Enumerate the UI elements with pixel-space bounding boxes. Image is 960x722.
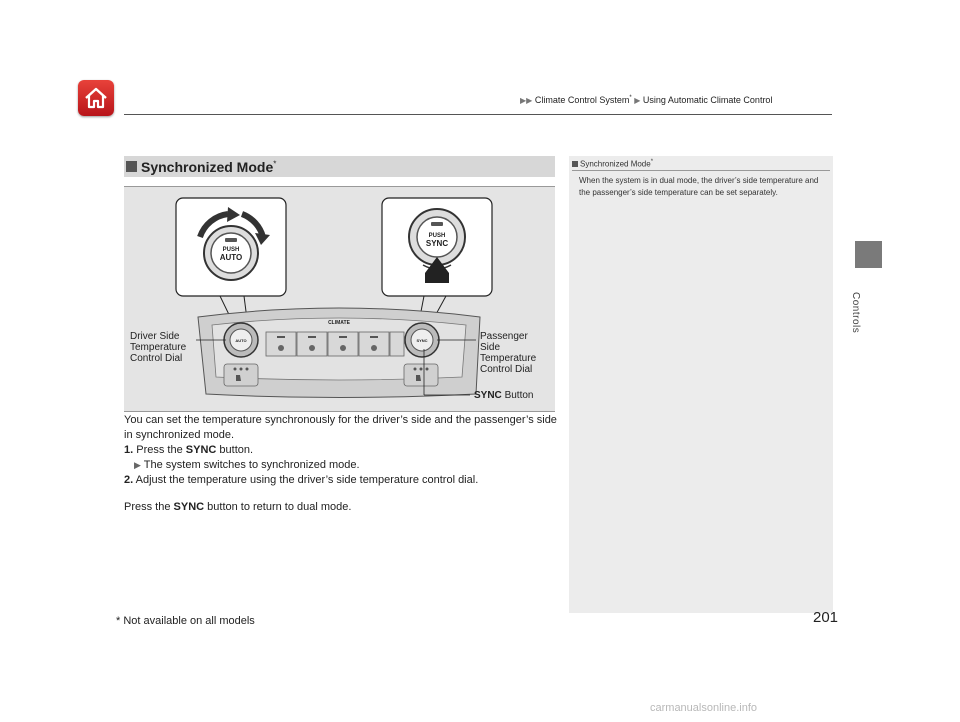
step-1-result-text: The system switches to synchronized mode. (143, 459, 360, 471)
sync-button-callout: SYNC Button (474, 390, 534, 401)
side-tab-label: Controls (850, 292, 861, 334)
note-square-icon (572, 161, 578, 167)
intro-paragraph: You can set the temperature synchronously for the driver’s side and the passenger’s side in synchronized mode. (124, 414, 557, 441)
step-1-post: button. (216, 444, 254, 456)
closing-pre: Press the (124, 501, 174, 513)
side-note-panel (569, 156, 833, 613)
dial-auto-text: AUTO (219, 253, 243, 262)
passenger-dial-callout: Passenger Side Temperature Control Dial (480, 331, 537, 375)
home-button[interactable] (78, 80, 114, 116)
section-square-icon (126, 161, 137, 172)
breadcrumb-link-auto[interactable]: Using Automatic Climate Control (642, 95, 773, 105)
footnote: * Not available on all models (116, 615, 255, 627)
closing-post: button to return to dual mode. (204, 501, 352, 513)
section-title (141, 159, 276, 175)
climate-control-illustration (124, 186, 555, 412)
breadcrumb-link-climate[interactable]: Climate Control System (534, 95, 630, 105)
climate-panel (198, 308, 480, 398)
note-title (572, 159, 653, 169)
climate-panel-drawing (124, 187, 555, 411)
panel-auto-text: AUTO (235, 338, 247, 343)
step-2 (124, 473, 564, 488)
breadcrumb-arrow-icon: ▶ (634, 96, 641, 105)
dial-sync-text: SYNC (425, 239, 449, 248)
breadcrumb-footnote-mark: * (629, 95, 632, 101)
section-title-text: Synchronized Mode (141, 158, 274, 175)
breadcrumb (520, 95, 772, 105)
step-2-text: Adjust the temperature using the driver’s side temperature control dial. (135, 474, 479, 486)
note-title-mark: * (650, 159, 654, 165)
result-arrow-icon: ▶ (134, 460, 141, 470)
step-1-button-name: SYNC (185, 444, 217, 456)
driver-dial-callout: Driver Side Temperature Control Dial (130, 331, 187, 364)
step-1 (124, 443, 564, 458)
side-tab-marker[interactable] (855, 241, 882, 268)
dial-push-text: PUSH (222, 247, 240, 253)
dial-push-text: PUSH (428, 233, 446, 239)
step-1-result (124, 458, 564, 473)
note-text: When the system is in dual mode, the driver’s side temperature and the passenger’s side temperature can be set separately. (579, 176, 819, 197)
step-1-number: 1. (124, 444, 134, 456)
note-title-text: Synchronized Mode (580, 159, 651, 169)
auto-dial-zoom (204, 226, 258, 280)
section-heading (124, 156, 555, 177)
step-1-pre: Press the (136, 444, 186, 456)
section-title-mark: * (273, 158, 277, 168)
home-icon (83, 85, 109, 111)
page-number: 201 (813, 609, 839, 626)
breadcrumb-arrow-icon: ▶▶ (520, 96, 533, 105)
header-divider (124, 114, 832, 115)
closing-paragraph (124, 500, 564, 515)
watermark: carmanualsonline.info (650, 702, 758, 714)
step-2-number: 2. (124, 474, 134, 486)
body-text (124, 413, 564, 515)
closing-button-name: SYNC (173, 501, 205, 513)
note-divider (572, 170, 830, 171)
panel-climate-text: CLIMATE (328, 320, 350, 326)
panel-sync-text: SYNC (416, 338, 428, 343)
